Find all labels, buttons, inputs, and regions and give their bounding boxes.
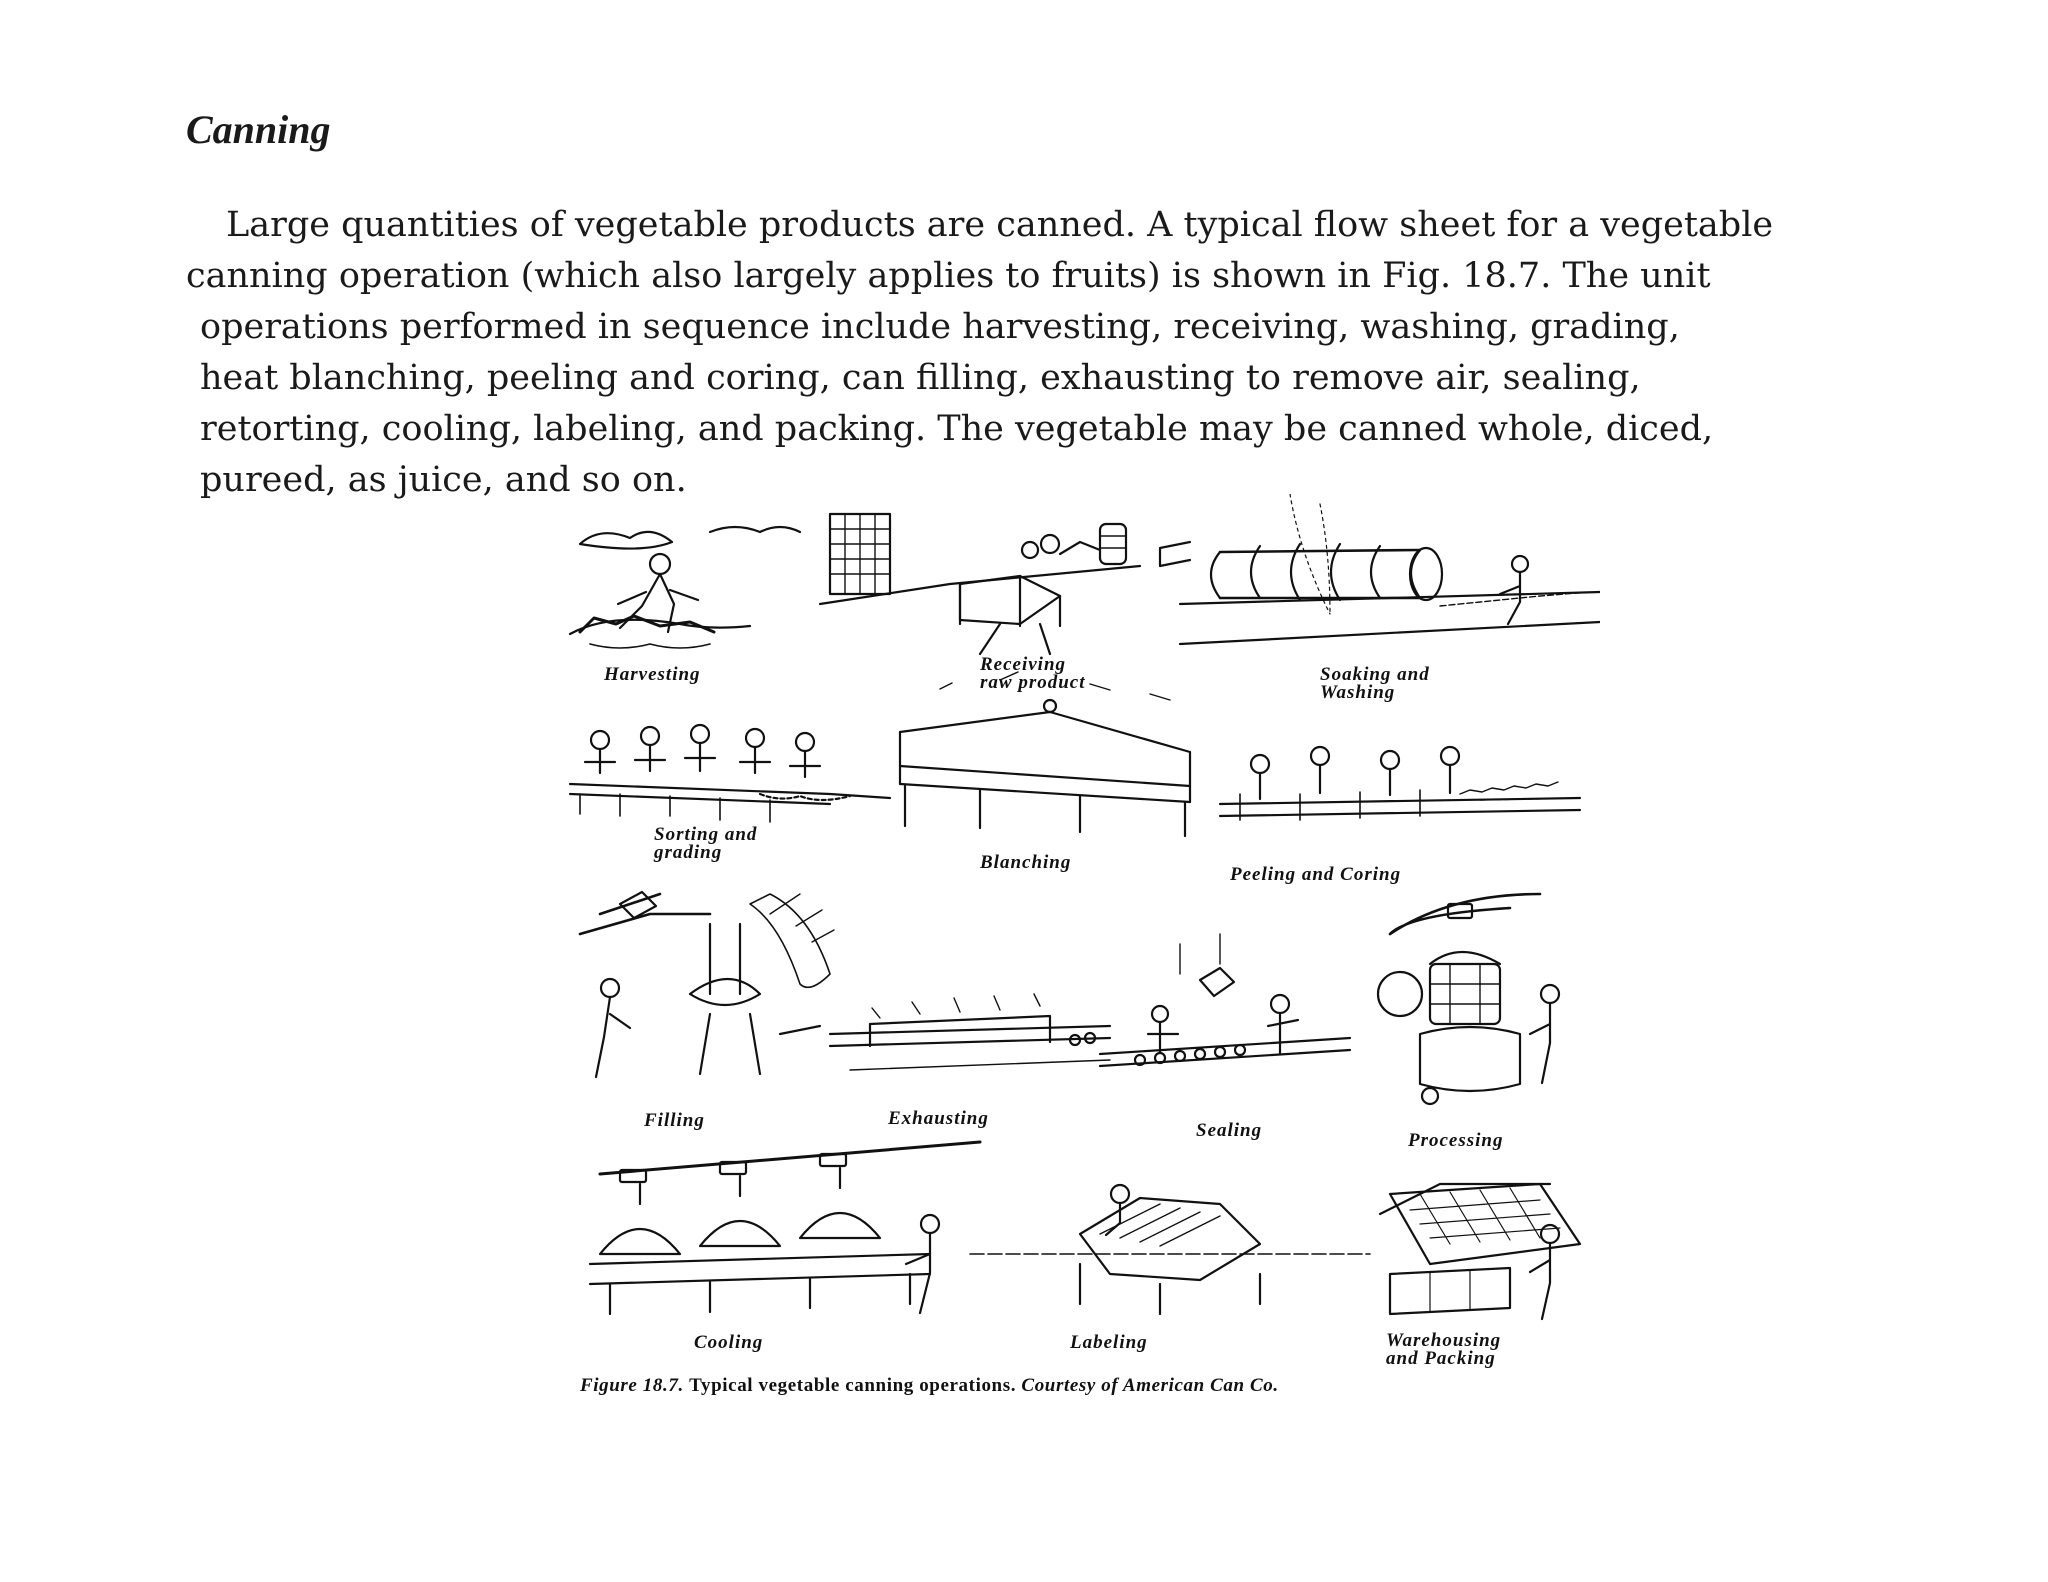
paragraph-line: retorting, cooling, labeling, and packing. The vegetable may be canned whole, diced, (200, 409, 1714, 449)
figure-number: Figure 18.7. (580, 1375, 684, 1396)
step-label-soaking: Soaking and (1320, 664, 1430, 685)
step-label-processing: Processing (1408, 1130, 1504, 1151)
step-label-labeling: Labeling (1070, 1332, 1148, 1353)
figure-caption (580, 1374, 1590, 1398)
receiving-illustration (820, 514, 1140, 654)
step-label-soaking-2: Washing (1320, 682, 1396, 703)
step-label-receiving-2: raw product (980, 672, 1086, 693)
step-label-receiving: Receiving (980, 654, 1067, 675)
paragraph-line: heat blanching, peeling and coring, can filling, exhausting to remove air, sealing, (200, 358, 1641, 398)
exhausting-illustration (830, 994, 1110, 1070)
peeling-coring-illustration (1220, 747, 1580, 820)
step-label-harvesting: Harvesting (604, 664, 701, 685)
step-label-blanching: Blanching (980, 852, 1072, 873)
warehousing-packing-illustration (1380, 1184, 1580, 1319)
section-heading: Canning (186, 107, 331, 152)
step-label-exhausting: Exhausting (888, 1108, 989, 1129)
sealing-illustration (1100, 934, 1350, 1066)
caption-courtesy: Courtesy of American Can Co. (1021, 1375, 1279, 1396)
step-label-cooling: Cooling (694, 1332, 764, 1353)
caption-text: Typical vegetable canning operations. (689, 1375, 1017, 1396)
step-label-sorting: Sorting and (654, 824, 758, 845)
step-label-warehousing: Warehousing (1386, 1330, 1502, 1351)
cooling-illustration (590, 1142, 980, 1314)
step-label-filling: Filling (644, 1110, 705, 1131)
canning-flow-figure (560, 494, 1600, 1454)
paragraph-line: canning operation (which also largely applies to fruits) is shown in Fig. 18.7. The unit (186, 256, 1711, 296)
processing-illustration (1378, 894, 1559, 1104)
step-label-warehousing-2: and Packing (1386, 1348, 1496, 1369)
blanching-illustration (900, 672, 1190, 836)
step-label-sealing: Sealing (1196, 1120, 1263, 1141)
canning-illustration (560, 494, 1600, 1374)
filling-illustration (580, 892, 834, 1077)
paragraph-line: pureed, as juice, and so on. (200, 460, 687, 500)
paragraph-line: operations performed in sequence include harvesting, receiving, washing, grading, (200, 307, 1680, 347)
harvesting-illustration (570, 527, 800, 648)
step-label-peeling: Peeling and Coring (1230, 864, 1402, 885)
soaking-washing-illustration (1160, 494, 1600, 644)
labeling-illustration (970, 1185, 1370, 1314)
paragraph-line: Large quantities of vegetable products are canned. A typical flow sheet for a vegetable (226, 205, 1774, 245)
sorting-grading-illustration (570, 725, 890, 822)
step-label-sorting-2: grading (654, 842, 723, 863)
